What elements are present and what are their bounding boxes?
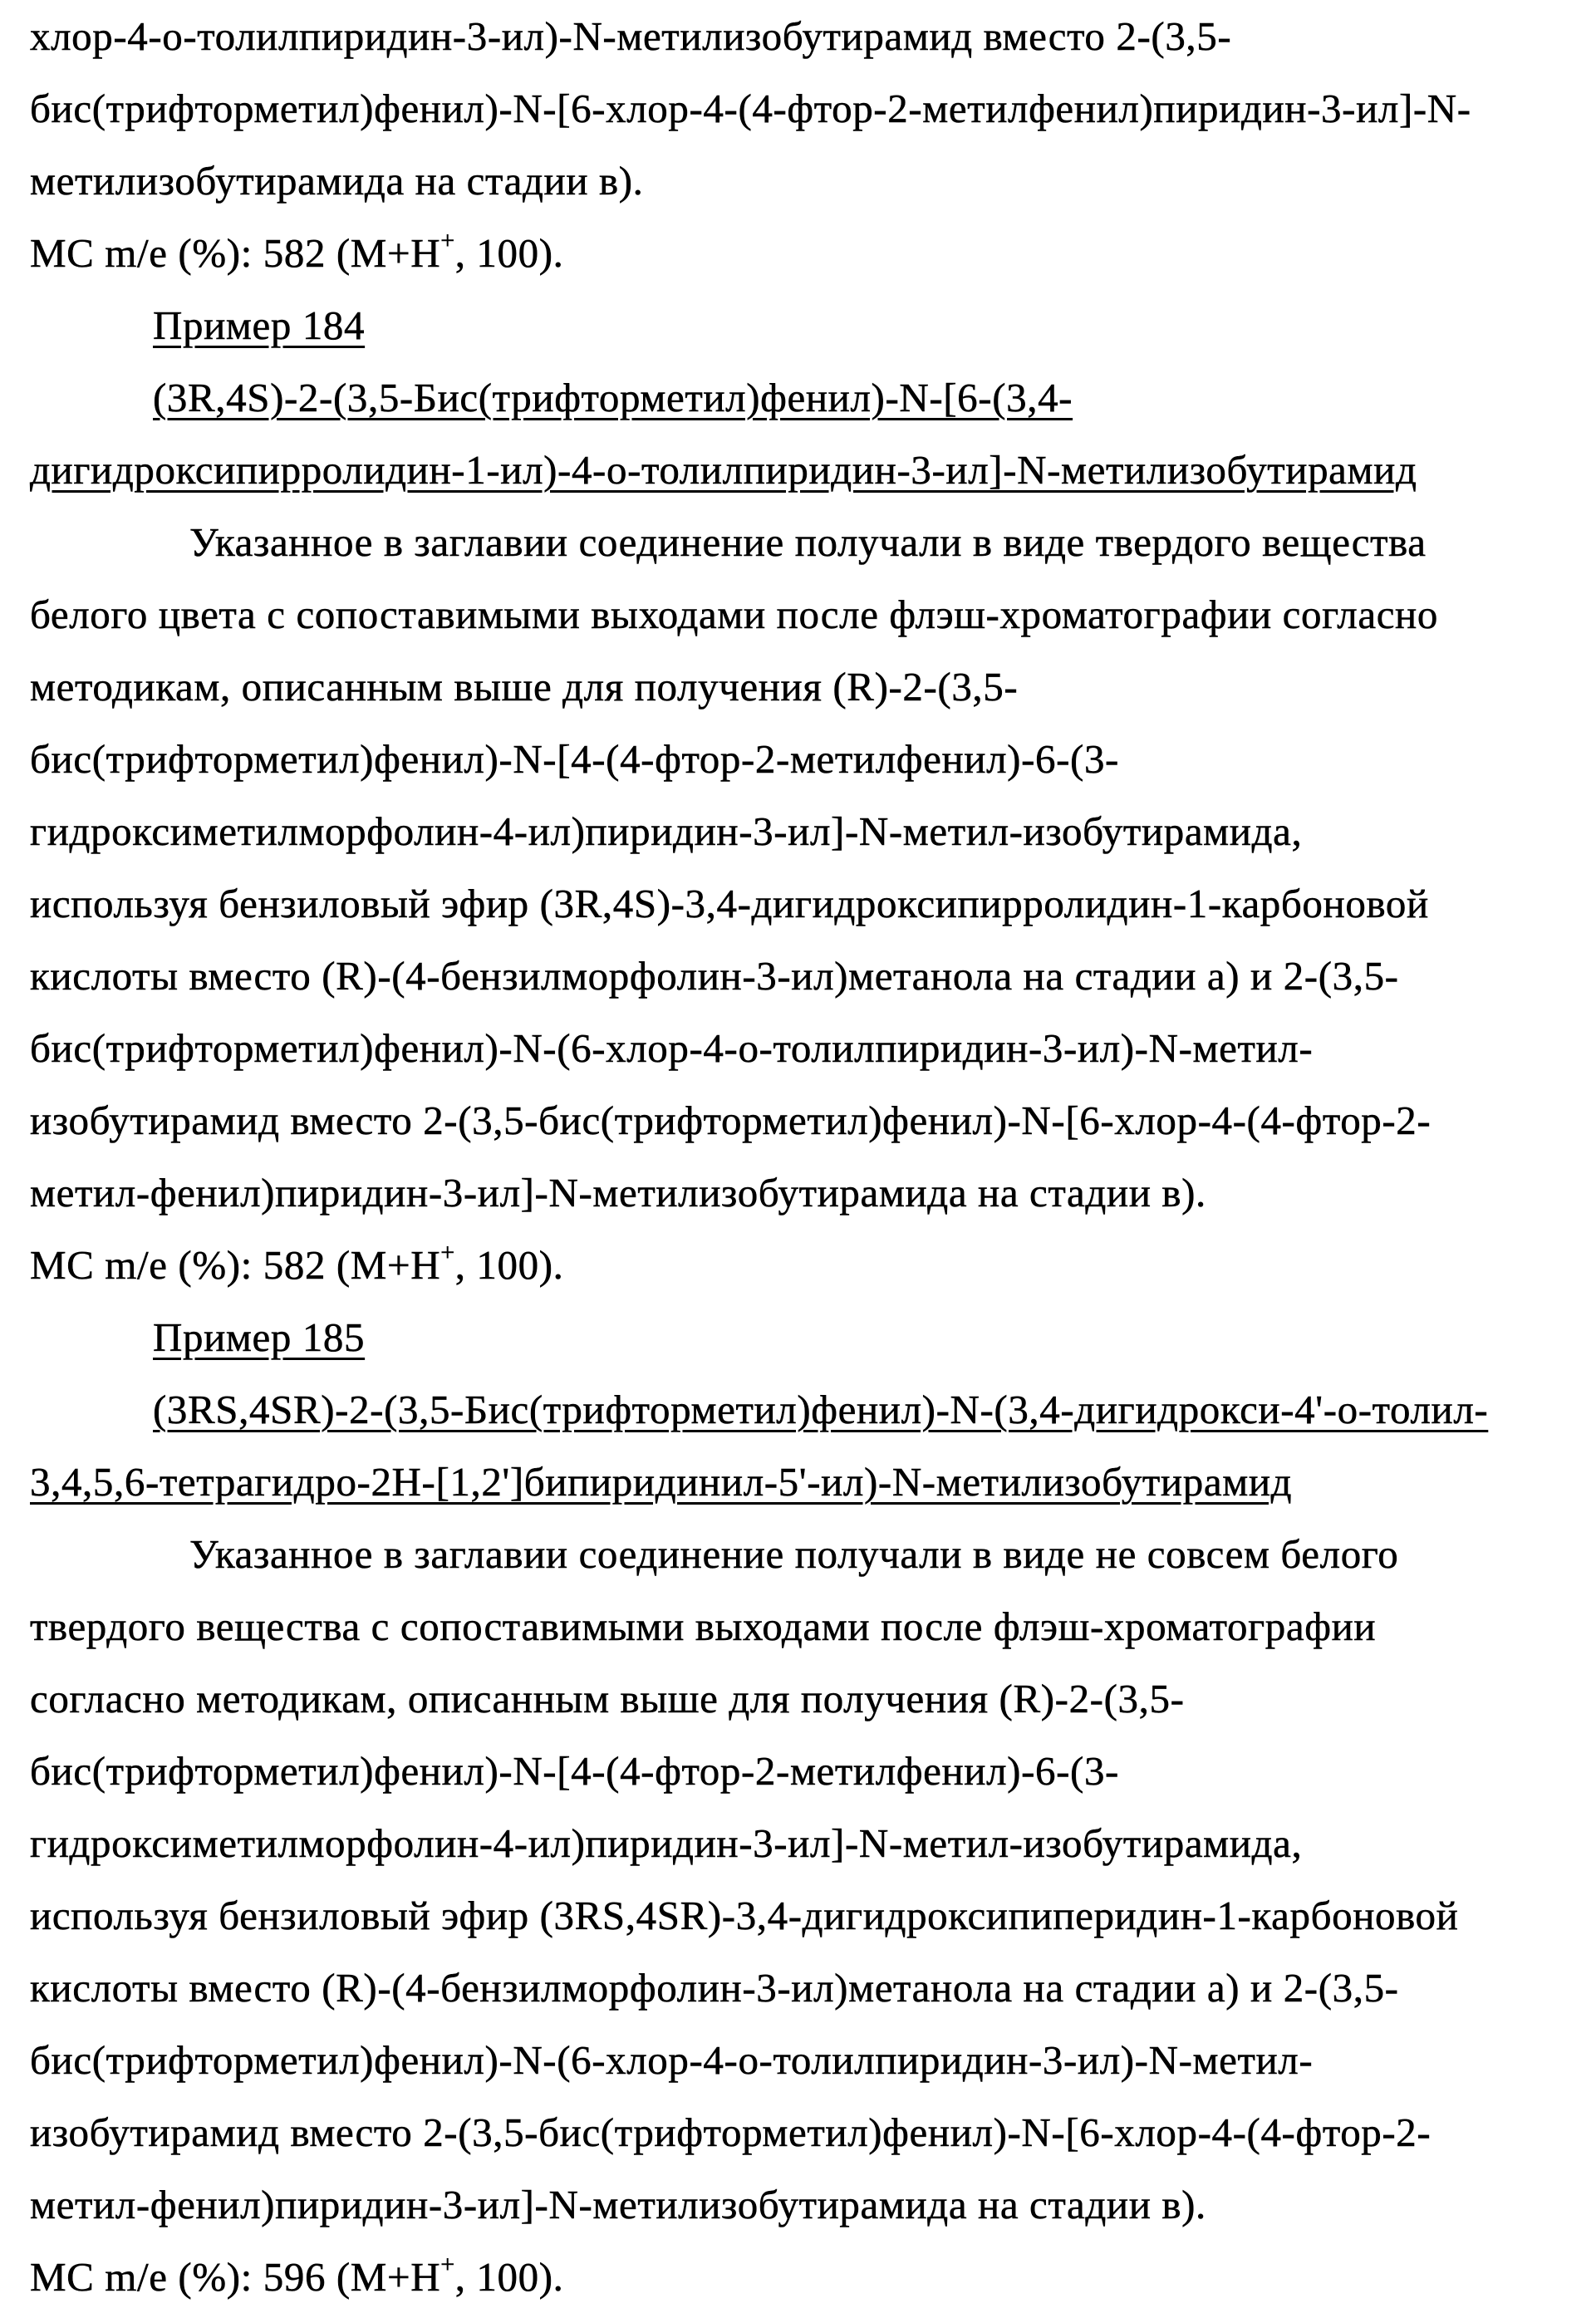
body-line: метил-фенил)пиридин-3-ил]-N-метилизобутирамида на стадии в). — [30, 1156, 1575, 1229]
text-line: метилизобутирамида на стадии в). — [30, 145, 1575, 217]
body-line: твердого вещества с сопоставимыми выходами после флэш-хроматографии — [30, 1590, 1575, 1662]
ms-superscript: + — [440, 227, 455, 254]
body-line: изобутирамид вместо 2-(3,5-бис(трифторметил)фенил)-N-[6-хлор-4-(4-фтор-2- — [30, 2096, 1575, 2168]
body-line: гидроксиметилморфолин-4-ил)пиридин-3-ил]-N-метил-изобутирамида, — [30, 795, 1575, 867]
body-line: метил-фенил)пиридин-3-ил]-N-метилизобутирамида на стадии в). — [30, 2168, 1575, 2241]
example-184-title-line — [30, 434, 1575, 506]
body-line: бис(трифторметил)фенил)-N-[4-(4-фтор-2-метилфенил)-6-(3- — [30, 723, 1575, 795]
body-line: Указанное в заглавии соединение получали в виде твердого вещества — [30, 506, 1575, 578]
document-page — [30, 0, 1575, 2313]
body-line: бис(трифторметил)фенил)-N-(6-хлор-4-о-толилпиридин-3-ил)-N-метил- — [30, 2024, 1575, 2096]
ms-text: , 100). — [455, 1242, 564, 1288]
ms-superscript: + — [440, 1239, 455, 1266]
ms-text: , 100). — [455, 230, 564, 276]
text-line: хлор-4-о-толилпиридин-3-ил)-N-метилизобутирамид вместо 2-(3,5- — [30, 0, 1575, 72]
ms-text: МС m/e (%): 582 (M+H — [30, 1242, 440, 1288]
example-185-title-line — [30, 1446, 1575, 1518]
body-line: используя бензиловый эфир (3RS,4SR)-3,4-дигидроксипиперидин-1-карбоновой — [30, 1879, 1575, 1952]
text-line: бис(трифторметил)фенил)-N-[6-хлор-4-(4-фтор-2-метилфенил)пиридин-3-ил]-N- — [30, 72, 1575, 145]
ms-text: МС m/e (%): 582 (M+H — [30, 230, 440, 276]
title-text: 3,4,5,6-тетрагидро-2H-[1,2']бипиридинил-5'-ил)-N-метилизобутирамид — [30, 1459, 1292, 1505]
body-line: изобутирамид вместо 2-(3,5-бис(трифторметил)фенил)-N-[6-хлор-4-(4-фтор-2- — [30, 1084, 1575, 1156]
example-184-heading — [30, 289, 1575, 361]
body-line: кислоты вместо (R)-(4-бензилморфолин-3-ил)метанола на стадии а) и 2-(3,5- — [30, 1952, 1575, 2024]
example-184-title-line — [30, 361, 1575, 434]
body-line: белого цвета с сопоставимыми выходами после флэш-хроматографии согласно — [30, 578, 1575, 651]
body-line: используя бензиловый эфир (3R,4S)-3,4-дигидроксипирролидин-1-карбоновой — [30, 867, 1575, 940]
body-line: кислоты вместо (R)-(4-бензилморфолин-3-ил)метанола на стадии а) и 2-(3,5- — [30, 940, 1575, 1012]
ms-line — [30, 217, 1575, 289]
ms-text: , 100). — [455, 2254, 564, 2300]
heading-text: Пример 184 — [153, 302, 365, 348]
title-text: (3RS,4SR)-2-(3,5-Бис(трифторметил)фенил)-N-(3,4-дигидрокси-4'-о-толил- — [153, 1387, 1488, 1432]
ms-line — [30, 2241, 1575, 2313]
body-line: согласно методикам, описанным выше для получения (R)-2-(3,5- — [30, 1662, 1575, 1735]
heading-text: Пример 185 — [153, 1314, 365, 1360]
example-185-heading — [30, 1301, 1575, 1373]
title-text: дигидроксипирролидин-1-ил)-4-о-толилпиридин-3-ил]-N-метилизобутирамид — [30, 447, 1417, 493]
ms-superscript: + — [440, 2251, 455, 2278]
title-text: (3R,4S)-2-(3,5-Бис(трифторметил)фенил)-N-[6-(3,4- — [153, 375, 1073, 420]
ms-line — [30, 1229, 1575, 1301]
body-line: Указанное в заглавии соединение получали в виде не совсем белого — [30, 1518, 1575, 1590]
body-line: бис(трифторметил)фенил)-N-[4-(4-фтор-2-метилфенил)-6-(3- — [30, 1735, 1575, 1807]
example-185-title-line — [30, 1373, 1575, 1446]
body-line: гидроксиметилморфолин-4-ил)пиридин-3-ил]-N-метил-изобутирамида, — [30, 1807, 1575, 1879]
body-line: бис(трифторметил)фенил)-N-(6-хлор-4-о-толилпиридин-3-ил)-N-метил- — [30, 1012, 1575, 1084]
body-line: методикам, описанным выше для получения (R)-2-(3,5- — [30, 651, 1575, 723]
ms-text: МС m/e (%): 596 (M+H — [30, 2254, 440, 2300]
